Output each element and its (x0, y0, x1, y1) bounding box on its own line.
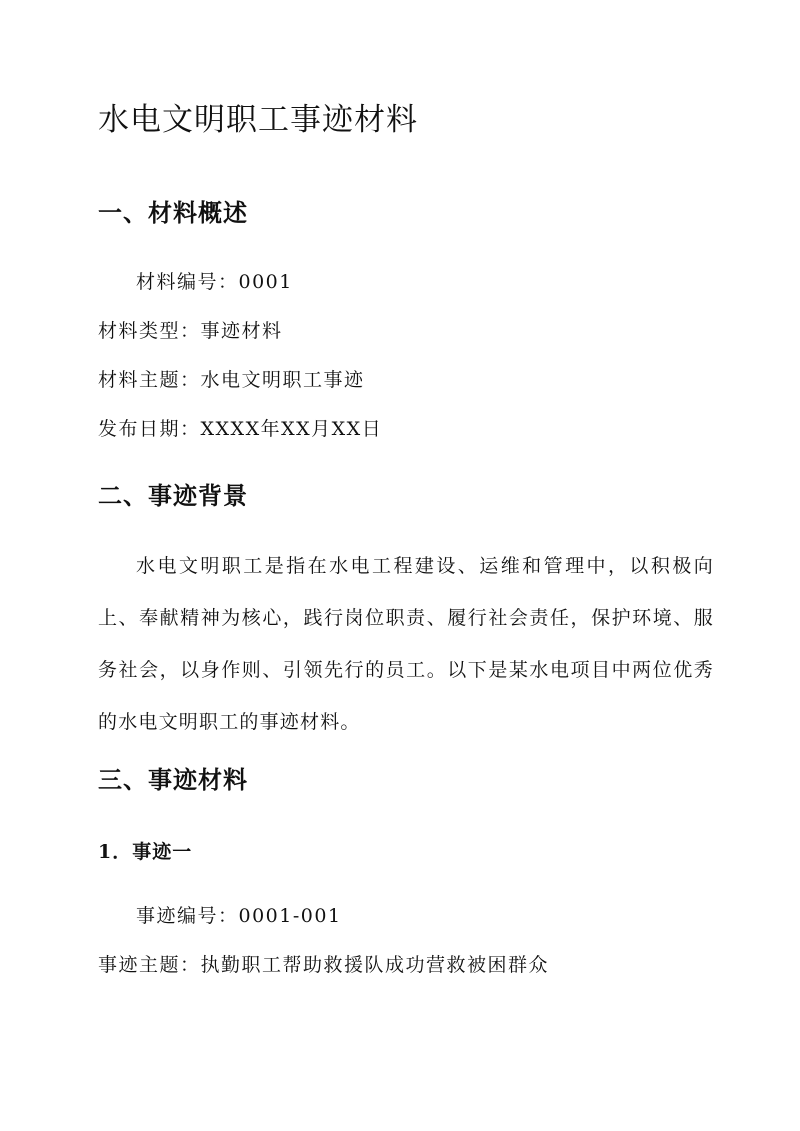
section-heading-background: 二、事迹背景 (98, 481, 248, 510)
field-publish-date: 发布日期：XXXX年XX月XX日 (98, 418, 383, 440)
field-deed-number: 事迹编号：0001-001 (136, 905, 342, 927)
field-material-subject: 材料主题：水电文明职工事迹 (98, 369, 365, 391)
field-material-number: 材料编号：0001 (136, 271, 293, 293)
section-heading-deeds: 三、事迹材料 (98, 765, 248, 794)
field-material-type: 材料类型：事迹材料 (98, 320, 283, 342)
document-title: 水电文明职工事迹材料 (98, 102, 418, 138)
field-deed-subject: 事迹主题：执勤职工帮助救援队成功营救被困群众 (98, 954, 550, 976)
section-heading-overview: 一、材料概述 (98, 198, 248, 227)
deed-one-heading: 1．事迹一 (98, 841, 193, 863)
background-paragraph: 水电文明职工是指在水电工程建设、运维和管理中，以积极向上、奉献精神为核心，践行岗位职责、履行社会责任，保护环境、服务社会，以身作则、引领先行的员工。以下是某水电项目中两位优秀的水电文明职工的事迹材料。 (98, 555, 714, 733)
